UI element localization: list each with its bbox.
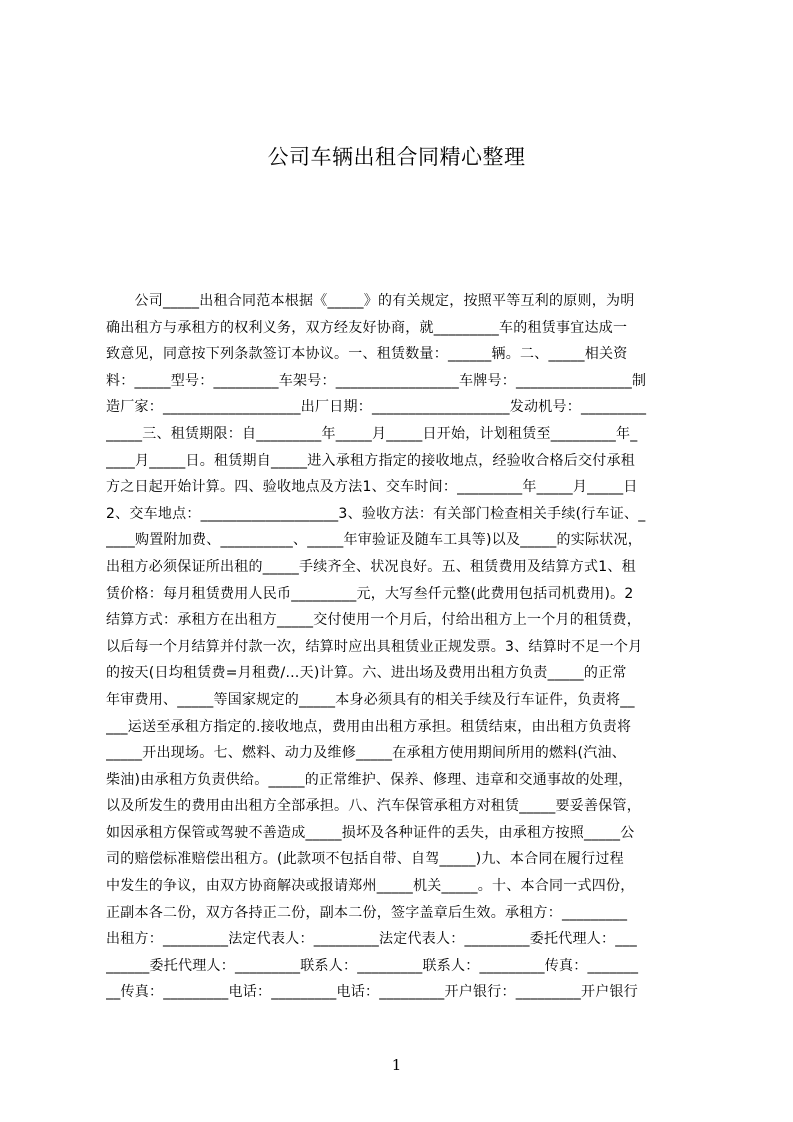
body-line: ____月_____日。租赁期自_____进入承租方指定的接收地点，经验收合格后交付承租 (106, 452, 635, 469)
body-line: 的按天(日均租赁费=月租费/…天)计算。六、进出场及费用出租方负责_____的正常 (106, 665, 627, 682)
body-line: 年审费用、_____等国家规定的_____本身必须具有的相关手续及行车证件，负责将__ (106, 691, 635, 708)
body-line: 结算方式：承租方在出租方_____交付使用一个月后，付给出租方上一个月的租赁费， (106, 612, 641, 629)
body-line: ____购置附加费、__________、_____年审验证及随车工具等)以及_____的实际状况， (106, 532, 642, 549)
body-line: 以后每一个月结算并付款一次，结算时应出具租赁业正规发票。3、结算时不足一个月 (106, 638, 643, 655)
body-line: 以及所发生的费用由出租方全部承担。八、汽车保管承租方对租赁_____要妥善保管， (106, 798, 641, 815)
contract-body (106, 288, 698, 1033)
body-line: 中发生的争议，由双方协商解决或报请郑州_____机关_____。十、本合同一式四份， (106, 878, 635, 895)
body-line: 出租方：_________法定代表人：_________法定代表人：_________委托代理人：___ (106, 931, 637, 948)
body-line: 出租方必须保证所出租的_____手续齐全、状况良好。五、租赁费用及结算方式1、租 (106, 558, 636, 575)
document-title: 公司车辆出租合同精心整理 (267, 145, 526, 169)
body-line: 致意见，同意按下列条款签订本协议。一、租赁数量：______辆。二、_____相关资 (106, 346, 628, 363)
body-line: ___运送至承租方指定的.接收地点，费用由出租方承担。租赁结束，由出租方负责将 (106, 718, 632, 735)
body-line: 如因承租方保管或驾驶不善造成_____损坏及各种证件的丢失，由承租方按照_____公 (106, 824, 635, 841)
body-line: 司的赔偿标准赔偿出租方。(此款项不包括自带、自驾_____)九、本合同在履行过程 (106, 851, 624, 868)
body-line: 2、交车地点：___________________3、验收方法：有关部门检查相关手续(行车证、_ (106, 505, 646, 522)
page-number: 1 (391, 1056, 402, 1074)
body-line: 公司_____出租合同范本根据《_____》的有关规定，按照平等互利的原则，为明 (106, 293, 635, 309)
body-line: 柴油)由承租方负责供给。_____的正常维护、保养、修理、违章和交通事故的处理， (106, 771, 633, 788)
body-line: 赁价格：每月租赁费用人民币_________元，大写叁仟元整(此费用包括司机费用)。2 (106, 585, 634, 602)
body-line: _____开出现场。七、燃料、动力及维修_____在承租方使用期间所用的燃料(汽油、 (106, 745, 626, 762)
body-line: 造厂家：___________________出厂日期：___________________发动机号：_________ (106, 399, 647, 416)
body-line: 料：_____型号：_________车架号：_________________车牌号：________________制 (106, 372, 647, 389)
body-line: 正副本各二份，双方各持正二份，副本二份，签字盖章后生效。承租方：_________ (106, 904, 628, 921)
body-line: _____三、租赁期限：自_________年_____月_____日开始，计划租赁至_________年_ (106, 425, 638, 442)
body-line: ______委托代理人：_________联系人：_________联系人：_________传真：_______ (106, 957, 639, 974)
body-line: 确出租方与承租方的权利义务，双方经友好协商，就_________车的租赁事宜达成一 (106, 319, 628, 336)
contract-body-text (106, 288, 698, 1006)
body-line: 方之日起开始计算。四、验收地点及方法1、交车时间：_________年_____月_____日 (106, 479, 638, 496)
body-line: __传真：_________电话：_________电话：_________开户银行：_________开户银行 (106, 984, 638, 1001)
